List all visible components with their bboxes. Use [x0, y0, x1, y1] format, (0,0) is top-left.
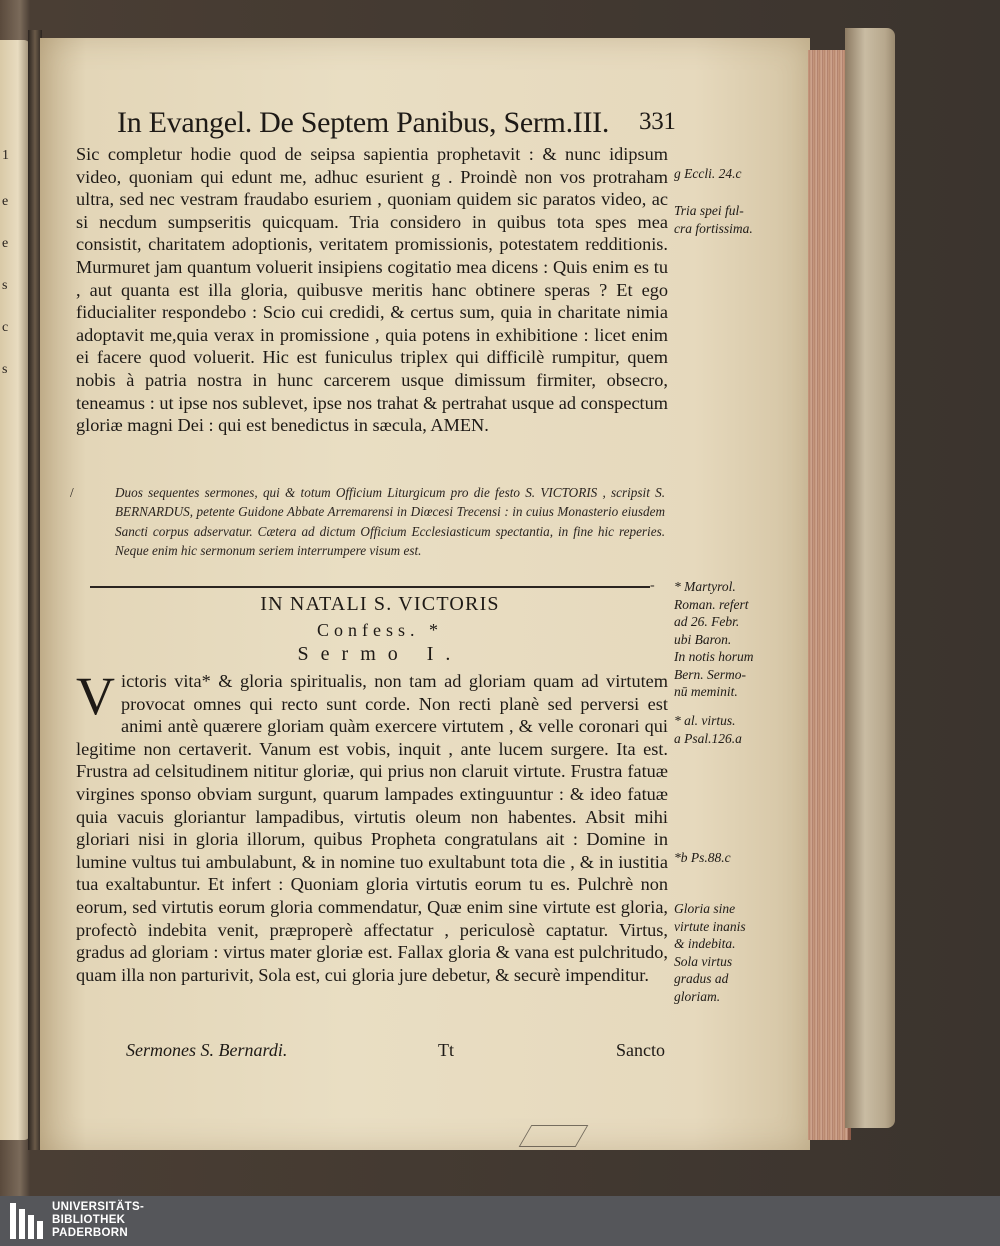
margin-note-line: ubi Baron. [674, 631, 732, 647]
left-page-char: c [2, 320, 9, 335]
sermon-body [76, 666, 668, 986]
logo-line: BIBLIOTHEK [52, 1214, 126, 1226]
editorial-note-text: Duos sequentes sermones, qui & totum Officium Liturgicum pro die festo S. VICTORIS , scripsit S. BERNARDUS, petente Guidone Abbate Arremarensi in Diœcesi Trecensi : in cuius Monasterio eiusdem Sancti corpus adservatur. Cætera ad dictum Officium Ecclesiasticum spectantia, in fine hic reperies. Neque enim hic sermonum seriem interrumpere visum est. [115, 485, 665, 558]
margin-note-virtus [674, 712, 794, 747]
margin-note-line: * Martyrol. [674, 579, 736, 594]
margin-note-line: g Eccli. 24.c [674, 166, 742, 181]
left-page-char: e [2, 194, 9, 209]
library-logo-icon [10, 1203, 44, 1239]
margin-note-line: gloriam. [674, 988, 721, 1004]
margin-note-line: & indebita. [674, 936, 736, 951]
page-number: 331 [639, 108, 676, 135]
sermon-text: ictoris vita* & gloria spiritualis, non tam ad gloriam quam ad virtutem provocat omnes qui recto sunt corde. Non recti planè sed perversi est animi antè quærere gloriam quàm exercere virtutem , & velle coronari qui legitime non certaverit. Vanum est vobis, inquit , ante lucem surgere. Ita est. Frustra ad celsitudinem nititur gloriæ, qui prius non claruit virtute. Frustra fatuæ virgines sponso obviam surgunt, quarum lampades extinguuntur : & ideo fatuæ quia vacuis gloriantur lampadibus, virtutis oleum non habentes. Absit mihi gloriari nisi in gloria illorum, quibus Propheta congratulans ait : Domine in lumine vultus tui ambulabunt, & in nomine tuo exultabunt tota die , & in iustitia tua exaltabuntur. Et infert : Quoniam gloria virtutis eorum tu es. Pulchrè non eorum, sed virtutis eorum gloria commendatur, Quæ enim sine virtute est gloria, profectò indebita venit, præproperè affectatur , periculosè captatur. Virtus, gradus ad gloriam : virtus mater gloriæ est. Fallax gloria & vana est pulchritudo, quam illa non parturivit, Sola est, cui gloria jure debetur, & securè impenditur. [76, 671, 668, 985]
margin-note-line: cra fortissima. [674, 220, 753, 236]
divider-end-mark: - [650, 578, 655, 593]
margin-note-tria [674, 202, 794, 237]
signature-mark: Tt [438, 1040, 454, 1060]
margin-note-martyrol [674, 578, 794, 701]
margin-note-line: Roman. refert [674, 596, 749, 612]
library-footer-bar [0, 1196, 1000, 1246]
left-page-char: 1 [2, 148, 9, 163]
margin-note-line: Sola virtus [674, 953, 733, 969]
margin-note-line: In notis horum [674, 649, 754, 664]
logo-line: UNIVERSITÄTS- [52, 1201, 145, 1213]
margin-note-line: *b Ps.88.c [674, 850, 731, 865]
margin-note-eccli [674, 165, 794, 183]
margin-note-line: gradus ad [674, 971, 729, 986]
left-page-char: e [2, 236, 9, 251]
margin-note-line: Tria spei ful- [674, 203, 744, 218]
library-logo-text [52, 1201, 144, 1240]
margin-note-line: ad 26. Febr. [674, 614, 740, 629]
left-page-char: s [2, 278, 8, 293]
margin-note-line: Bern. Sermo- [674, 666, 746, 682]
logo-line: PADERBORN [52, 1227, 128, 1239]
catchword: Sancto [616, 1040, 665, 1060]
margin-note-line: * al. virtus. [674, 713, 736, 728]
closing-paragraph [76, 143, 668, 437]
margin-note-line: nū meminit. [674, 684, 738, 699]
drop-cap: V [76, 666, 115, 726]
left-page-fragment [0, 40, 30, 1140]
sermon-number: Sermo I. [297, 643, 463, 665]
margin-note-line: virtute inanis [674, 918, 746, 934]
sermon-subheading: Confess. * [317, 620, 443, 640]
margin-note-line: Gloria sine [674, 901, 736, 916]
margin-note-gloria [674, 900, 794, 1005]
margin-note-line: a Psal.126.a [674, 730, 742, 746]
paragraph-text: Sic completur hodie quod de seipsa sapientia prophetavit : & nunc idipsum video, quoniam qui edunt me, adhuc esurient g . Proindè non vos protraham ultra, sed nec vestram fraudabo esuriem , quoniam quidem sic paratos video, ac si necdum sumpseritis quicquam. Tria considero in quibus tota spes mea consistit, charitatem adoptionis, veritatem promissionis, potestatem redditionis. Murmuret jam quantum voluerit insipiens cogitatio mea dicens : Quis enim es tu , aut quanta est illa gloria, quibusve meritis hanc obtinere speras ? Et ego fiducialiter respondebo : Scio cui credidi, & certus sum, quia in charitate nimia adoptavit me,quia verax in promissione , quia potens in exhibitione : licet enim ei facere quod voluerit. Hic est funiculus triplex qui difficilè rumpitur, quem nobis à patria nostra in hunc carcerem usque dimissum firmiter, obsecro, teneamus : ut ipse nos sublevet, ipse nos trahat & pertrahat usque ad conspectum gloriæ magni Dei : qui est benedictus in sæcula, AMEN. [76, 144, 668, 436]
section-divider [90, 586, 650, 588]
margin-note-psalm [674, 849, 794, 867]
running-header-title: In Evangel. De Septem Panibus, Serm.III. [117, 106, 610, 139]
book-cover-edge [845, 28, 895, 1128]
left-page-char: s [2, 362, 8, 377]
running-header [117, 106, 677, 140]
note-mark: / [70, 485, 74, 500]
footer-title: Sermones S. Bernardi. [126, 1040, 288, 1060]
editorial-note [70, 483, 665, 560]
sermon-heading: IN NATALI S. VICTORIS [260, 593, 500, 615]
